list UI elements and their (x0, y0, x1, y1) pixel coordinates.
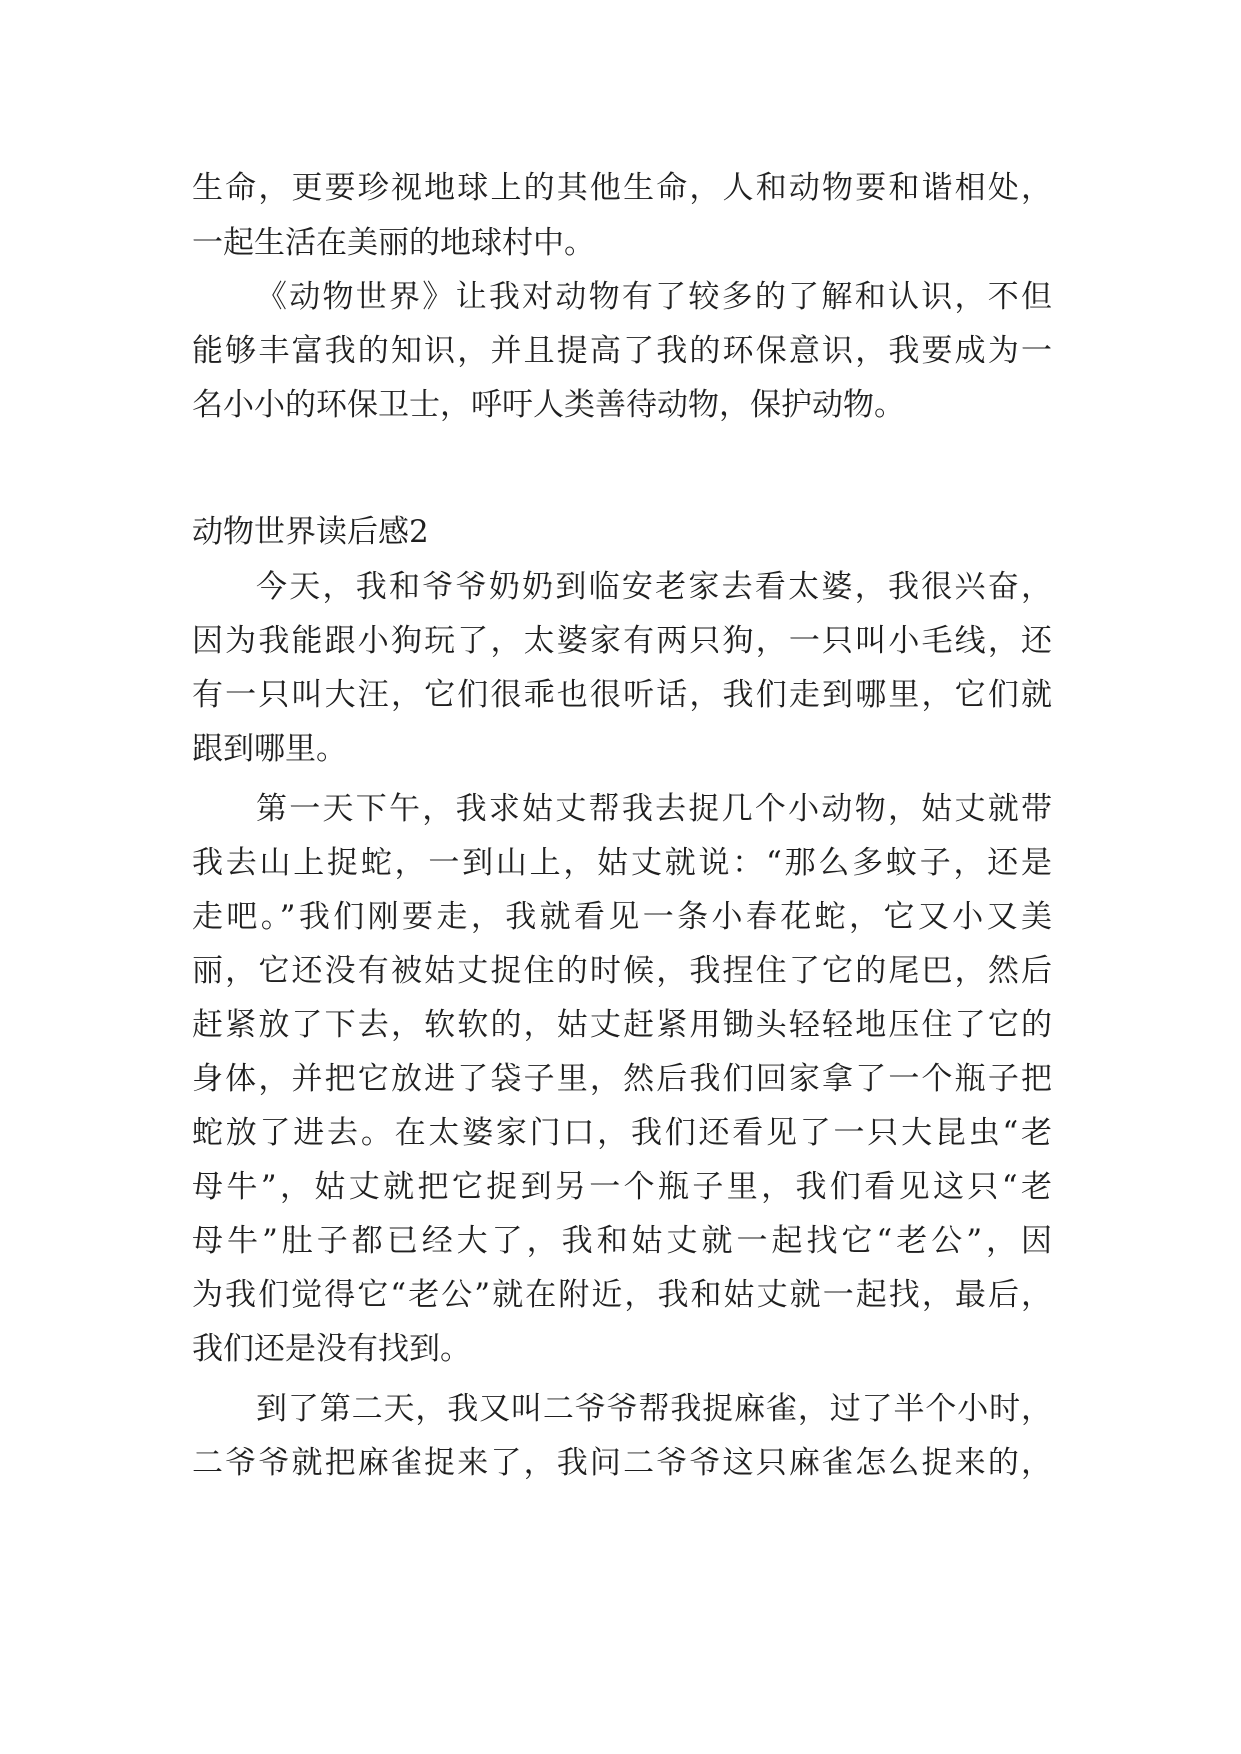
text-line: 生命，更要珍视地球上的其他生命，人和动物要和谐相处， (192, 170, 1052, 206)
section-heading: 动物世界读后感2 (192, 514, 429, 550)
text-line: 到了第二天，我又叫二爷爷帮我捉麻雀，过了半个小时， (256, 1391, 1052, 1427)
text-line: 一起生活在美丽的地球村中。 (192, 225, 595, 261)
text-line: 因为我能跟小狗玩了，太婆家有两只狗，一只叫小毛线，还 (192, 623, 1052, 659)
text-line: 身体，并把它放进了袋子里，然后我们回家拿了一个瓶子把 (192, 1061, 1052, 1097)
text-line: 蛇放了进去。在太婆家门口，我们还看见了一只大昆虫“老 (192, 1115, 1052, 1151)
text-line: 走吧。”我们刚要走，我就看见一条小春花蛇，它又小又美 (192, 899, 1052, 935)
text-line: 为我们觉得它“老公”就在附近，我和姑丈就一起找，最后， (192, 1277, 1052, 1313)
text-line: 有一只叫大汪，它们很乖也很听话，我们走到哪里，它们就 (192, 677, 1052, 713)
text-line: 名小小的环保卫士，呼吁人类善待动物，保护动物。 (192, 387, 905, 423)
text-line: 母牛”肚子都已经大了，我和姑丈就一起找它“老公”，因 (192, 1223, 1052, 1259)
text-line: 跟到哪里。 (192, 731, 347, 767)
text-line: 第一天下午，我求姑丈帮我去捉几个小动物，姑丈就带 (256, 791, 1052, 827)
text-line: 二爷爷就把麻雀捉来了，我问二爷爷这只麻雀怎么捉来的， (192, 1445, 1052, 1481)
text-line: 能够丰富我的知识，并且提高了我的环保意识，我要成为一 (192, 333, 1052, 369)
text-line: 《动物世界》让我对动物有了较多的了解和认识，不但 (256, 279, 1052, 315)
text-line: 我去山上捉蛇，一到山上，姑丈就说：“那么多蚊子，还是 (192, 845, 1052, 881)
text-line: 我们还是没有找到。 (192, 1331, 471, 1367)
text-line: 丽，它还没有被姑丈捉住的时候，我捏住了它的尾巴，然后 (192, 953, 1052, 989)
text-line: 母牛”，姑丈就把它捉到另一个瓶子里，我们看见这只“老 (192, 1169, 1052, 1205)
text-line: 赶紧放了下去，软软的，姑丈赶紧用锄头轻轻地压住了它的 (192, 1007, 1052, 1043)
text-line: 今天，我和爷爷奶奶到临安老家去看太婆，我很兴奋， (256, 569, 1052, 605)
